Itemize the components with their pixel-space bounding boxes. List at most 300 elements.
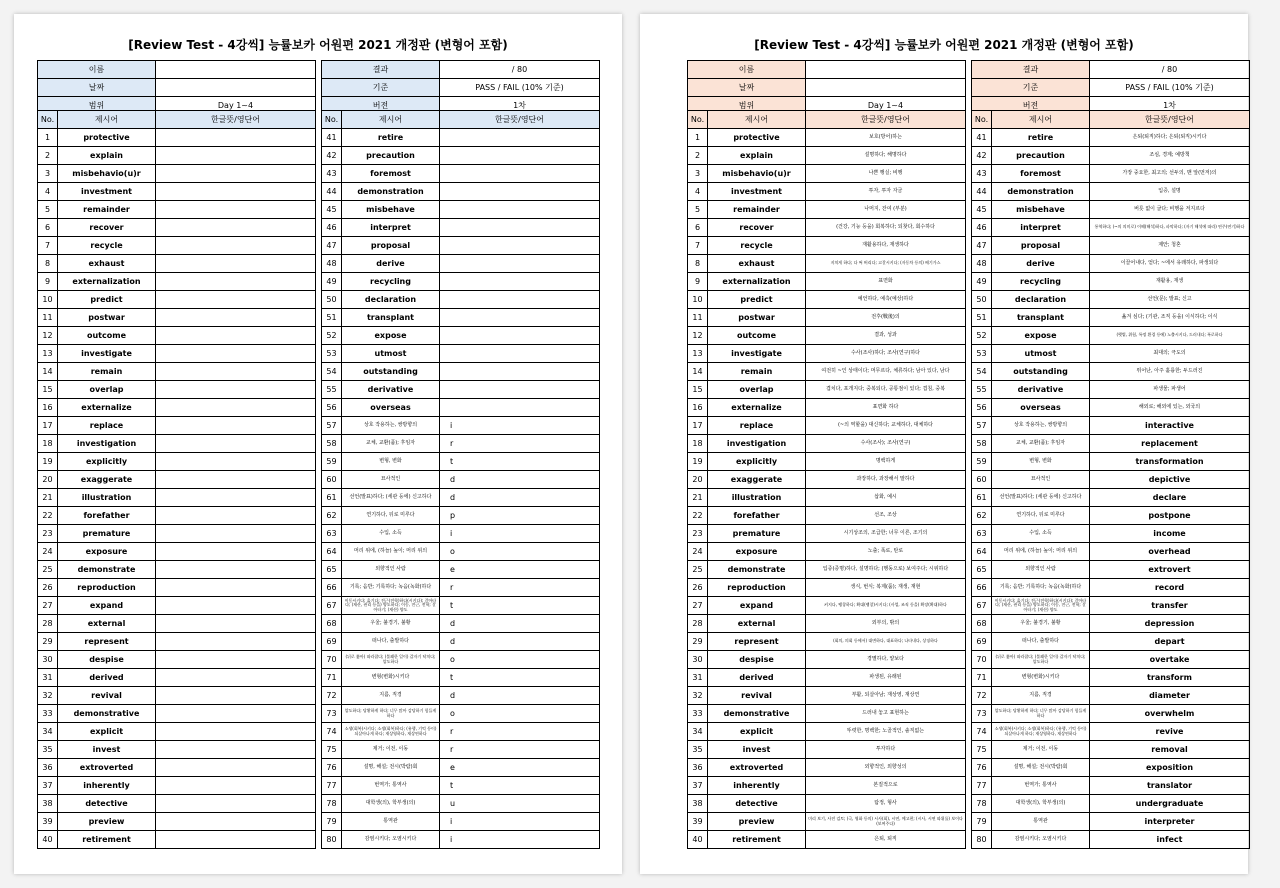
prompt-meaning: 통역관 — [992, 813, 1090, 831]
table-row — [38, 183, 316, 201]
answer-meaning: 수사(조사); 조사(연구) — [806, 435, 966, 453]
answer-hint-cell[interactable]: d — [440, 489, 600, 507]
row-number: 33 — [688, 705, 708, 723]
table-row — [38, 633, 316, 651]
prompt-meaning: 교체, 교환(품); 후임자 — [992, 435, 1090, 453]
answer-hint-cell[interactable]: u — [440, 795, 600, 813]
answer-cell[interactable] — [156, 381, 316, 399]
row-number: 22 — [38, 507, 58, 525]
answer-cell[interactable] — [440, 327, 600, 345]
row-number: 57 — [322, 417, 342, 435]
version-label: 버전 — [972, 97, 1090, 115]
row-number: 4 — [38, 183, 58, 201]
answer-meaning: 선언(문); 발표; 신고 — [1090, 291, 1250, 309]
answer-cell[interactable] — [156, 741, 316, 759]
column-no: No. — [38, 111, 58, 129]
table-row — [38, 237, 316, 255]
prompt-meaning: 소생(회복)시키다; 소생(회복)하다; (유행, 기억 등이) 되살아나게 하다; 재상영하다, 재상연하다 — [992, 723, 1090, 741]
answer-cell[interactable] — [156, 633, 316, 651]
row-number: 3 — [688, 165, 708, 183]
row-number: 75 — [972, 741, 992, 759]
row-number: 32 — [38, 687, 58, 705]
table-row — [688, 453, 966, 471]
answer-cell[interactable] — [440, 147, 600, 165]
answer-hint-cell[interactable]: d — [440, 633, 600, 651]
prompt-word: explain — [58, 147, 156, 165]
row-number: 17 — [38, 417, 58, 435]
row-number: 53 — [322, 345, 342, 363]
row-number: 61 — [322, 489, 342, 507]
answer-cell[interactable] — [156, 183, 316, 201]
row-number: 14 — [688, 363, 708, 381]
answer-cell[interactable] — [156, 813, 316, 831]
table-row — [688, 651, 966, 669]
answer-cell[interactable] — [440, 201, 600, 219]
table-row — [972, 525, 1250, 543]
prompt-word: replace — [708, 417, 806, 435]
prompt-meaning: 선언(발표)하다; (세관 등에) 신고하다 — [992, 489, 1090, 507]
answer-meaning: 본질적으로 — [806, 777, 966, 795]
row-number: 45 — [322, 201, 342, 219]
answer-cell[interactable] — [440, 273, 600, 291]
table-row — [688, 543, 966, 561]
row-number: 2 — [38, 147, 58, 165]
answer-hint-cell[interactable]: r — [440, 435, 600, 453]
row-number: 18 — [688, 435, 708, 453]
table-row — [322, 435, 600, 453]
table-row — [972, 417, 1250, 435]
prompt-word: foremost — [342, 165, 440, 183]
prompt-word: outcome — [58, 327, 156, 345]
table-row — [688, 183, 966, 201]
word-rows — [322, 111, 600, 849]
answer-word: extrovert — [1090, 561, 1250, 579]
table-row — [38, 345, 316, 363]
answer-cell[interactable] — [156, 345, 316, 363]
answer-cell[interactable] — [156, 777, 316, 795]
answer-cell[interactable] — [156, 417, 316, 435]
prompt-word: investment — [708, 183, 806, 201]
table-row — [38, 255, 316, 273]
prompt-meaning: 떠나다, 출발하다 — [342, 633, 440, 651]
prompt-word: recycle — [708, 237, 806, 255]
answer-meaning: 옮겨 심다; (기관, 조직 등을) 이식하다; 이식 — [1090, 309, 1250, 327]
result-label: 결과 — [322, 61, 440, 79]
name-field[interactable] — [806, 61, 966, 79]
answer-cell[interactable] — [156, 363, 316, 381]
answer-hint-cell[interactable]: r — [440, 723, 600, 741]
prompt-word: misbehave — [342, 201, 440, 219]
answer-hint-cell[interactable]: e — [440, 561, 600, 579]
row-number: 54 — [972, 363, 992, 381]
info-table-left — [687, 60, 966, 115]
row-number: 13 — [688, 345, 708, 363]
prompt-word: interpret — [992, 219, 1090, 237]
answer-cell[interactable] — [156, 507, 316, 525]
answer-cell[interactable] — [156, 453, 316, 471]
prompt-word: misbehavio(u)r — [708, 165, 806, 183]
prompt-word: demonstrate — [58, 561, 156, 579]
answer-meaning: 투자하다 — [806, 741, 966, 759]
answer-hint-cell[interactable]: o — [440, 543, 600, 561]
row-number: 52 — [322, 327, 342, 345]
prompt-word: preview — [708, 813, 806, 831]
answer-cell[interactable] — [440, 291, 600, 309]
table-row — [38, 219, 316, 237]
prompt-word: predict — [708, 291, 806, 309]
row-number: 70 — [972, 651, 992, 669]
row-number: 19 — [38, 453, 58, 471]
prompt-meaning: 소생(회복)시키다; 소생(회복)하다; (유행, 기억 등이) 되살아나게 하다; 재상영하다, 재상연하다 — [342, 723, 440, 741]
answer-hint-cell[interactable]: d — [440, 471, 600, 489]
row-number: 74 — [322, 723, 342, 741]
row-number: 40 — [688, 831, 708, 849]
table-row — [38, 147, 316, 165]
answer-hint-cell[interactable]: d — [440, 615, 600, 633]
answer-cell[interactable] — [156, 615, 316, 633]
prompt-word: utmost — [992, 345, 1090, 363]
table-row — [972, 507, 1250, 525]
table-row — [322, 471, 600, 489]
row-number: 78 — [972, 795, 992, 813]
prompt-word: revival — [58, 687, 156, 705]
prompt-word: reproduction — [708, 579, 806, 597]
row-number: 54 — [322, 363, 342, 381]
answer-cell[interactable] — [440, 237, 600, 255]
prompt-word: externalize — [58, 399, 156, 417]
result-value: / 80 — [1090, 61, 1250, 79]
answer-meaning: 명백하게 — [806, 453, 966, 471]
prompt-word: transplant — [992, 309, 1090, 327]
prompt-word: foremost — [992, 165, 1090, 183]
row-number: 17 — [688, 417, 708, 435]
answer-cell[interactable] — [156, 543, 316, 561]
answer-meaning: 수사(조사)하다; 조사(연구)하다 — [806, 345, 966, 363]
table-row — [972, 345, 1250, 363]
answer-cell[interactable] — [156, 723, 316, 741]
range-label: 범위 — [688, 97, 806, 115]
answer-word: postpone — [1090, 507, 1250, 525]
table-row — [688, 237, 966, 255]
answer-hint-cell[interactable]: o — [440, 651, 600, 669]
answer-meaning: (~의 역할을) 대신하다; 교체하다, 대체하다 — [806, 417, 966, 435]
answer-hint-cell[interactable]: i — [440, 417, 600, 435]
answer-hint-cell[interactable]: r — [440, 741, 600, 759]
answer-cell[interactable] — [156, 705, 316, 723]
prompt-meaning: 상호 작용하는, 쌍방향의 — [342, 417, 440, 435]
answer-hint-cell[interactable]: o — [440, 705, 600, 723]
answer-cell[interactable] — [440, 381, 600, 399]
table-row — [38, 417, 316, 435]
row-number: 34 — [688, 723, 708, 741]
prompt-word: illustration — [708, 489, 806, 507]
answer-meaning: 부활, 되살아남; 재상영, 재상연 — [806, 687, 966, 705]
prompt-word: revival — [708, 687, 806, 705]
prompt-word: investigate — [58, 345, 156, 363]
answer-cell[interactable] — [156, 291, 316, 309]
answer-cell[interactable] — [156, 435, 316, 453]
answer-meaning: 은퇴(퇴직)하다; 은퇴(퇴직)시키다 — [1090, 129, 1250, 147]
answer-hint-cell[interactable]: t — [440, 597, 600, 615]
table-row — [972, 453, 1250, 471]
answer-cell[interactable] — [156, 327, 316, 345]
row-number: 33 — [38, 705, 58, 723]
row-number: 52 — [972, 327, 992, 345]
prompt-word: recycle — [58, 237, 156, 255]
table-row — [322, 489, 600, 507]
prompt-word: despise — [58, 651, 156, 669]
prompt-meaning: 설명, 해설; 전시(박람)회 — [342, 759, 440, 777]
table-row — [38, 363, 316, 381]
answer-cell[interactable] — [156, 579, 316, 597]
answer-meaning: 가장 중요한, 최고의; 선두의, 맨 앞(먼저)의 — [1090, 165, 1250, 183]
prompt-word: demonstration — [992, 183, 1090, 201]
prompt-meaning: 머리 위에, (하늘) 높이; 머리 위의 — [992, 543, 1090, 561]
prompt-word: represent — [58, 633, 156, 651]
table-row — [688, 741, 966, 759]
prompt-word: illustration — [58, 489, 156, 507]
version-value: 1차 — [1090, 97, 1250, 115]
row-number: 16 — [688, 399, 708, 417]
prompt-word: investment — [58, 183, 156, 201]
row-number: 36 — [38, 759, 58, 777]
answer-cell[interactable] — [156, 471, 316, 489]
answer-meaning: 드러내 놓고 표현하는 — [806, 705, 966, 723]
prompt-meaning: 우울; 불경기, 불황 — [992, 615, 1090, 633]
word-table-left — [37, 110, 316, 849]
prompt-word: demonstrate — [708, 561, 806, 579]
row-number: 44 — [972, 183, 992, 201]
answer-cell[interactable] — [440, 363, 600, 381]
row-number: 23 — [688, 525, 708, 543]
table-row — [322, 309, 600, 327]
row-number: 66 — [322, 579, 342, 597]
prompt-word: preview — [58, 813, 156, 831]
table-row — [688, 777, 966, 795]
row-number: 28 — [38, 615, 58, 633]
row-number: 53 — [972, 345, 992, 363]
answer-word: record — [1090, 579, 1250, 597]
table-row — [322, 669, 600, 687]
table-row — [688, 669, 966, 687]
row-number: 47 — [972, 237, 992, 255]
row-number: 48 — [972, 255, 992, 273]
prompt-meaning: 이동시키다; 옮기다; 전근(전학)하다(시키다); 갈아타다; (재산, 권리 등을) 양도하다; 이동, 전근, 전학; 갈아타기; (재산) 양도 — [992, 597, 1090, 615]
answer-hint-cell[interactable]: d — [440, 687, 600, 705]
table-row — [972, 255, 1250, 273]
row-number: 67 — [972, 597, 992, 615]
row-number: 30 — [38, 651, 58, 669]
answer-meaning: 최대의; 극도의 — [1090, 345, 1250, 363]
table-row — [322, 201, 600, 219]
answer-hint-cell[interactable]: p — [440, 507, 600, 525]
table-row — [972, 435, 1250, 453]
row-number: 8 — [38, 255, 58, 273]
answer-cell[interactable] — [440, 165, 600, 183]
row-number: 27 — [38, 597, 58, 615]
answer-meaning: 외부의, 밖의 — [806, 615, 966, 633]
table-row — [688, 345, 966, 363]
table-row — [38, 453, 316, 471]
date-field[interactable] — [156, 79, 316, 97]
answer-cell[interactable] — [440, 309, 600, 327]
answer-cell[interactable] — [156, 147, 316, 165]
name-field[interactable] — [156, 61, 316, 79]
answer-cell[interactable] — [156, 687, 316, 705]
row-number: 73 — [322, 705, 342, 723]
prompt-meaning: 떠나다, 출발하다 — [992, 633, 1090, 651]
table-row — [38, 597, 316, 615]
answer-hint-cell[interactable]: r — [440, 579, 600, 597]
version-value: 1차 — [440, 97, 600, 115]
answer-hint-cell[interactable]: i — [440, 813, 600, 831]
prompt-word: recycling — [342, 273, 440, 291]
answer-meaning: 예언하다, 예측(예상)하다 — [806, 291, 966, 309]
row-number: 68 — [972, 615, 992, 633]
answer-cell[interactable] — [156, 561, 316, 579]
prompt-word: declaration — [342, 291, 440, 309]
answer-word: overwhelm — [1090, 705, 1250, 723]
table-row — [322, 813, 600, 831]
answer-cell[interactable] — [156, 831, 316, 849]
row-number: 76 — [322, 759, 342, 777]
prompt-word: derivative — [992, 381, 1090, 399]
answer-cell[interactable] — [156, 651, 316, 669]
table-row — [972, 705, 1250, 723]
row-number: 67 — [322, 597, 342, 615]
answer-cell[interactable] — [440, 219, 600, 237]
answer-meaning: 제안; 청혼 — [1090, 237, 1250, 255]
column-meaning: 한글뜻/영단어 — [440, 111, 600, 129]
answer-meaning: 조심, 경계; 예방책 — [1090, 147, 1250, 165]
answer-cell[interactable] — [156, 399, 316, 417]
answer-meaning: (회의, 의회 등에서) 대변하다, 대표하다; 나타내다, 상징하다 — [806, 633, 966, 651]
answer-cell[interactable] — [440, 399, 600, 417]
answer-cell[interactable] — [156, 165, 316, 183]
table-row — [38, 201, 316, 219]
answer-cell[interactable] — [156, 273, 316, 291]
prompt-word: detective — [708, 795, 806, 813]
answer-cell[interactable] — [440, 345, 600, 363]
prompt-word: remainder — [708, 201, 806, 219]
answer-cell[interactable] — [156, 795, 316, 813]
row-number: 6 — [38, 219, 58, 237]
table-row — [322, 633, 600, 651]
table-row — [688, 687, 966, 705]
prompt-word: detective — [58, 795, 156, 813]
prompt-word: explicit — [58, 723, 156, 741]
row-number: 48 — [322, 255, 342, 273]
row-number: 55 — [972, 381, 992, 399]
answer-word: revive — [1090, 723, 1250, 741]
row-number: 32 — [688, 687, 708, 705]
table-row — [688, 273, 966, 291]
table-row — [688, 399, 966, 417]
answer-cell[interactable] — [440, 129, 600, 147]
answer-cell[interactable] — [440, 183, 600, 201]
answer-cell[interactable] — [156, 597, 316, 615]
prompt-word: precaution — [992, 147, 1090, 165]
answer-meaning: 이끌어내다, 얻다; ~에서 유래하다, 파생되다 — [1090, 255, 1250, 273]
answer-cell[interactable] — [156, 759, 316, 777]
answer-cell[interactable] — [156, 201, 316, 219]
table-row — [322, 453, 600, 471]
row-number: 14 — [38, 363, 58, 381]
row-number: 23 — [38, 525, 58, 543]
prompt-word: expand — [708, 597, 806, 615]
answer-hint-cell[interactable]: i — [440, 525, 600, 543]
prompt-word: retire — [992, 129, 1090, 147]
table-row — [972, 471, 1250, 489]
table-row — [972, 579, 1250, 597]
table-row — [322, 561, 600, 579]
answer-cell[interactable] — [156, 309, 316, 327]
prompt-meaning: 제거; 이전, 이동 — [342, 741, 440, 759]
table-row — [38, 399, 316, 417]
answer-meaning: 시기상조의, 조급한; 너무 이른, 조기의 — [806, 525, 966, 543]
answer-hint-cell[interactable]: e — [440, 759, 600, 777]
row-number: 57 — [972, 417, 992, 435]
answer-cell[interactable] — [156, 669, 316, 687]
answer-meaning: 겹치다, 포개지다; 중복되다, 공통점이 있다; 겹침, 중복 — [806, 381, 966, 399]
prompt-meaning: 수입, 소득 — [992, 525, 1090, 543]
answer-meaning: 설명하다; 해명하다 — [806, 147, 966, 165]
table-row — [688, 813, 966, 831]
answer-word: overtake — [1090, 651, 1250, 669]
table-row — [688, 417, 966, 435]
answer-hint-cell[interactable]: t — [440, 453, 600, 471]
answer-hint-cell[interactable]: t — [440, 669, 600, 687]
answer-meaning: 과장하다, 과장해서 말하다 — [806, 471, 966, 489]
prompt-word: inherently — [58, 777, 156, 795]
table-row — [688, 291, 966, 309]
prompt-word: exposure — [708, 543, 806, 561]
table-row — [322, 417, 600, 435]
table-row — [972, 183, 1250, 201]
table-row — [688, 147, 966, 165]
table-row — [972, 165, 1250, 183]
answer-word: replacement — [1090, 435, 1250, 453]
answer-meaning: 은퇴, 퇴직 — [806, 831, 966, 849]
table-row — [972, 309, 1250, 327]
table-row — [322, 255, 600, 273]
criteria-label: 기준 — [972, 79, 1090, 97]
test-page — [14, 14, 622, 874]
answer-cell[interactable] — [156, 525, 316, 543]
answer-cell[interactable] — [156, 237, 316, 255]
answer-hint-cell[interactable]: i — [440, 831, 600, 849]
row-number: 25 — [688, 561, 708, 579]
row-number: 15 — [688, 381, 708, 399]
date-field[interactable] — [806, 79, 966, 97]
prompt-meaning: (뒤로 쫓아) 따라잡다; (불쾌한 일이) 갑자기 닥치다; 압도하다 — [992, 651, 1090, 669]
prompt-word: exhaust — [58, 255, 156, 273]
row-number: 63 — [322, 525, 342, 543]
table-row — [688, 615, 966, 633]
prompt-word: overlap — [708, 381, 806, 399]
answer-hint-cell[interactable]: t — [440, 777, 600, 795]
answer-cell[interactable] — [440, 255, 600, 273]
answer-cell[interactable] — [156, 129, 316, 147]
prompt-word: misbehave — [992, 201, 1090, 219]
table-row — [688, 381, 966, 399]
row-number: 69 — [322, 633, 342, 651]
word-table-right — [321, 110, 600, 849]
answer-cell[interactable] — [156, 219, 316, 237]
answer-cell[interactable] — [156, 489, 316, 507]
answer-cell[interactable] — [156, 255, 316, 273]
row-number: 50 — [322, 291, 342, 309]
